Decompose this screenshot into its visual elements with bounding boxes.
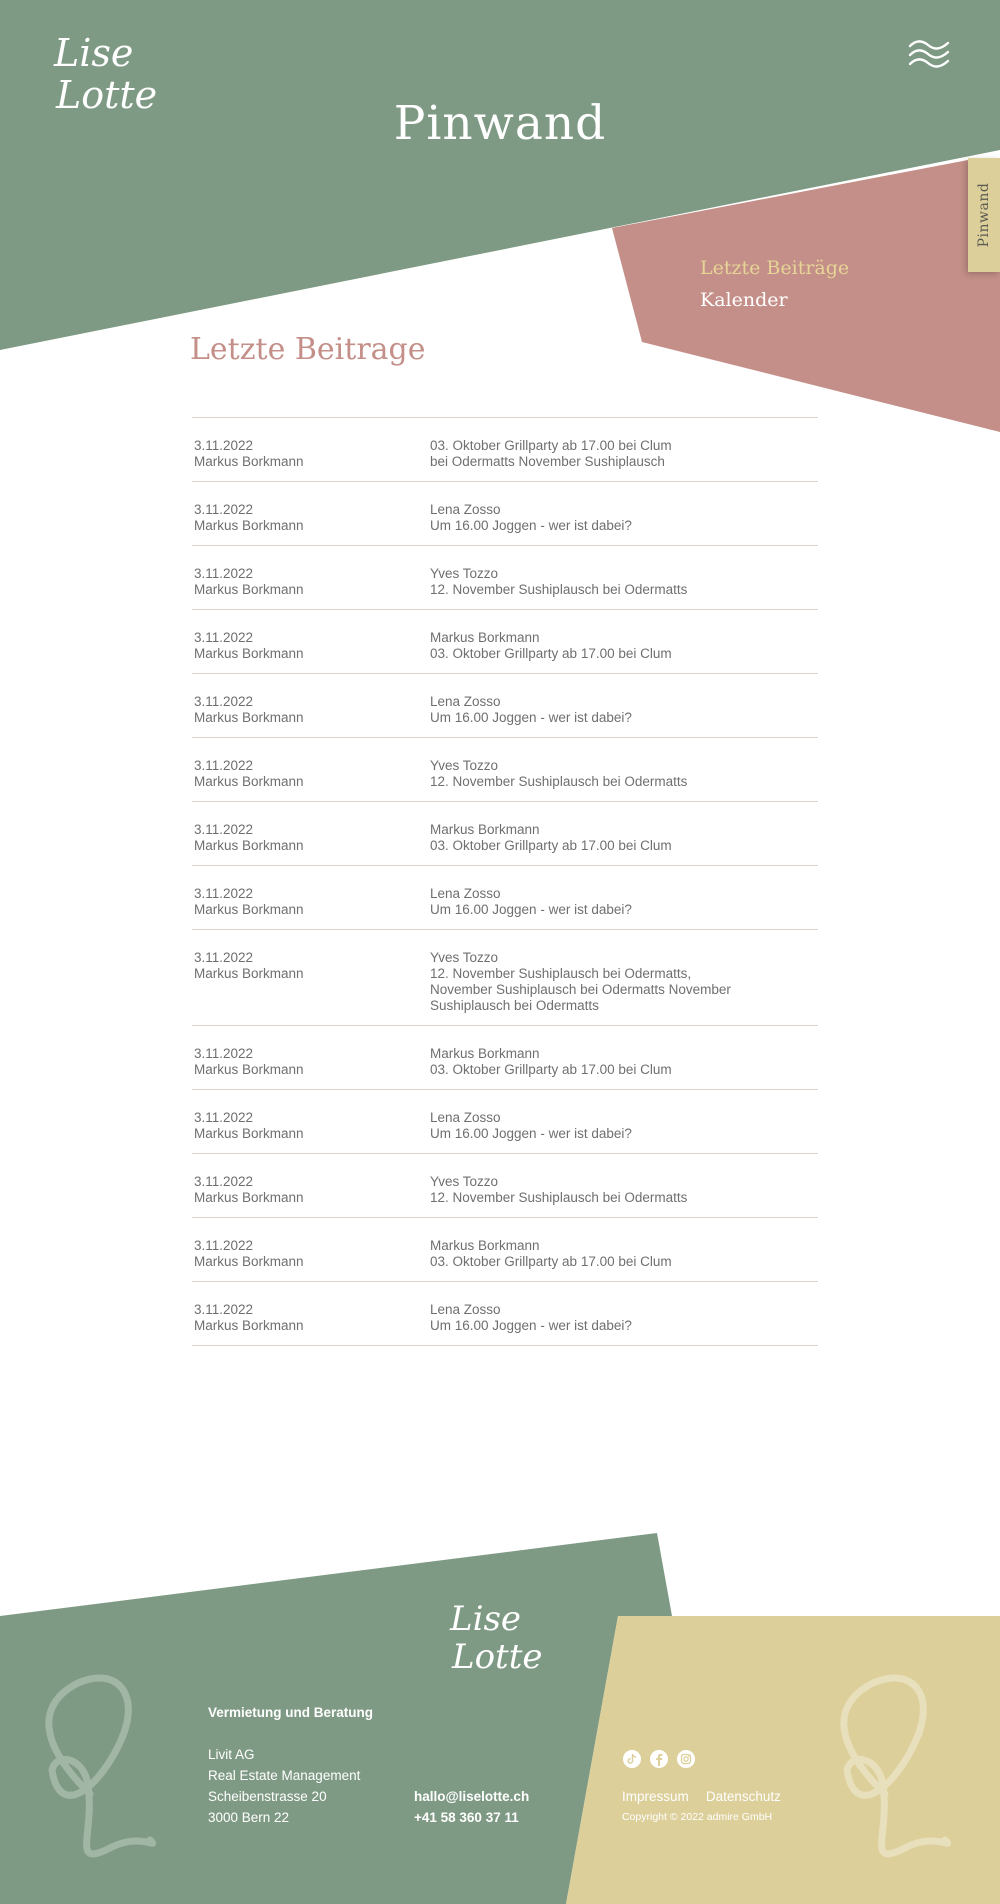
post-meta	[194, 1046, 430, 1078]
post-row[interactable]	[192, 738, 818, 802]
posts-list	[192, 417, 818, 1346]
post-date: 3.11.2022	[194, 1110, 254, 1125]
subnav-letzte-beitraege[interactable]: Letzte Beiträge	[700, 257, 850, 279]
post-text-line: Lena Zosso	[430, 694, 501, 709]
post-row[interactable]	[192, 482, 818, 546]
post-text-line: Lena Zosso	[430, 886, 501, 901]
post-content	[430, 630, 816, 662]
post-content	[430, 1046, 816, 1078]
post-meta	[194, 1238, 430, 1270]
post-row[interactable]	[192, 1090, 818, 1154]
post-content	[430, 438, 816, 470]
post-row[interactable]	[192, 1026, 818, 1090]
post-row[interactable]	[192, 546, 818, 610]
impressum-link[interactable]: Impressum	[622, 1789, 689, 1804]
post-content	[430, 822, 816, 854]
post-text-line: Sushiplausch bei Odermatts	[430, 998, 599, 1013]
logo-line1: Lise	[54, 31, 134, 75]
post-text-line: Yves Tozzo	[430, 758, 499, 773]
post-text-line: Markus Borkmann	[430, 630, 540, 645]
phone-link[interactable]: +41 58 360 37 11	[414, 1810, 519, 1825]
post-author: Markus Borkmann	[194, 1318, 304, 1333]
sub-navigation	[700, 252, 849, 316]
copyright-text: Copyright © 2022 admire GmbH	[622, 1811, 773, 1823]
post-author: Markus Borkmann	[194, 710, 304, 725]
post-date: 3.11.2022	[194, 822, 254, 837]
post-text-line: 03. Oktober Grillparty ab 17.00 bei Clum	[430, 1254, 672, 1269]
post-text-line: Lena Zosso	[430, 1110, 501, 1125]
post-text-line: bei Odermatts November Sushiplausch	[430, 454, 665, 469]
legal-links	[622, 1786, 793, 1805]
post-author: Markus Borkmann	[194, 966, 304, 981]
post-text-line: Um 16.00 Joggen - wer ist dabei?	[430, 1126, 632, 1141]
facebook-icon[interactable]	[650, 1750, 668, 1768]
tiktok-icon[interactable]	[623, 1750, 641, 1768]
post-meta	[194, 950, 430, 1014]
post-author: Markus Borkmann	[194, 518, 304, 533]
post-author: Markus Borkmann	[194, 774, 304, 789]
post-text-line: 03. Oktober Grillparty ab 17.00 bei Clum	[430, 838, 672, 853]
menu-button[interactable]	[904, 34, 954, 74]
instagram-glyph	[677, 1750, 695, 1768]
post-content	[430, 1302, 816, 1334]
post-date: 3.11.2022	[194, 694, 254, 709]
post-meta	[194, 1302, 430, 1334]
instagram-icon[interactable]	[677, 1750, 695, 1768]
post-text-line: Yves Tozzo	[430, 566, 499, 581]
address-line: Livit AG	[208, 1747, 255, 1762]
post-row[interactable]	[192, 866, 818, 930]
address-line: Scheibenstrasse 20	[208, 1789, 327, 1804]
post-content	[430, 694, 816, 726]
post-text-line: 12. November Sushiplausch bei Odermatts	[430, 1190, 688, 1205]
post-meta	[194, 502, 430, 534]
post-content	[430, 1238, 816, 1270]
social-links	[623, 1750, 695, 1768]
post-text-line: Yves Tozzo	[430, 1174, 499, 1189]
subnav-kalender[interactable]: Kalender	[700, 289, 788, 311]
post-text-line: 12. November Sushiplausch bei Odermatts	[430, 582, 688, 597]
post-row[interactable]	[192, 1154, 818, 1218]
post-author: Markus Borkmann	[194, 902, 304, 917]
post-text-line: Um 16.00 Joggen - wer ist dabei?	[430, 902, 632, 917]
tiktok-glyph	[623, 1750, 641, 1768]
post-date: 3.11.2022	[194, 1302, 254, 1317]
post-author: Markus Borkmann	[194, 1254, 304, 1269]
side-tab-label: Pinwand	[976, 182, 992, 248]
post-author: Markus Borkmann	[194, 1190, 304, 1205]
post-text-line: Markus Borkmann	[430, 1046, 540, 1061]
post-date: 3.11.2022	[194, 950, 254, 965]
post-author: Markus Borkmann	[194, 1062, 304, 1077]
post-text-line: Markus Borkmann	[430, 822, 540, 837]
post-text-line: November Sushiplausch bei Odermatts November	[430, 982, 731, 997]
post-date: 3.11.2022	[194, 1174, 254, 1189]
post-author: Markus Borkmann	[194, 838, 304, 853]
post-author: Markus Borkmann	[194, 582, 304, 597]
post-date: 3.11.2022	[194, 1046, 254, 1061]
post-text-line: 03. Oktober Grillparty ab 17.00 bei Clum	[430, 646, 672, 661]
post-date: 3.11.2022	[194, 502, 254, 517]
post-content	[430, 950, 816, 1014]
post-author: Markus Borkmann	[194, 646, 304, 661]
post-row[interactable]	[192, 674, 818, 738]
post-content	[430, 758, 816, 790]
post-content	[430, 502, 816, 534]
footer-heading: Vermietung und Beratung	[208, 1705, 374, 1720]
email-link[interactable]: hallo@liselotte.ch	[414, 1789, 530, 1804]
post-text-line: Markus Borkmann	[430, 1238, 540, 1253]
footer-logo-line2: Lotte	[452, 1637, 543, 1674]
post-meta	[194, 566, 430, 598]
post-text-line: 03. Oktober Grillparty ab 17.00 bei Clum	[430, 438, 672, 453]
logo-line2: Lotte	[56, 73, 158, 116]
post-text-line: Um 16.00 Joggen - wer ist dabei?	[430, 710, 632, 725]
post-row[interactable]	[192, 418, 818, 482]
post-date: 3.11.2022	[194, 886, 254, 901]
post-content	[430, 1110, 816, 1142]
post-row[interactable]	[192, 802, 818, 866]
post-text-line: 12. November Sushiplausch bei Odermatts,	[430, 966, 692, 981]
footer-logo[interactable]	[446, 1594, 550, 1674]
address-line: Real Estate Management	[208, 1768, 361, 1783]
post-author: Markus Borkmann	[194, 1126, 304, 1141]
post-meta	[194, 822, 430, 854]
side-tab-pinwand[interactable]	[968, 158, 1000, 272]
post-meta	[194, 1174, 430, 1206]
post-row[interactable]	[192, 610, 818, 674]
footer-contact	[414, 1786, 529, 1828]
post-row[interactable]	[192, 1282, 818, 1346]
waves-menu-icon	[904, 34, 954, 74]
footer-logo-line1: Lise	[450, 1599, 522, 1639]
datenschutz-link[interactable]: Datenschutz	[705, 1789, 781, 1804]
post-date: 3.11.2022	[194, 758, 254, 773]
post-text-line: Lena Zosso	[430, 502, 501, 517]
post-date: 3.11.2022	[194, 1238, 254, 1253]
post-text-line: Um 16.00 Joggen - wer ist dabei?	[430, 1318, 632, 1333]
post-date: 3.11.2022	[194, 630, 254, 645]
post-text-line: Yves Tozzo	[430, 950, 499, 965]
post-meta	[194, 886, 430, 918]
post-text-line: Um 16.00 Joggen - wer ist dabei?	[430, 518, 632, 533]
post-meta	[194, 438, 430, 470]
post-content	[430, 566, 816, 598]
post-date: 3.11.2022	[194, 438, 254, 453]
post-author: Markus Borkmann	[194, 454, 304, 469]
section-title: Letzte Beitrage	[190, 332, 426, 367]
post-meta	[194, 630, 430, 662]
facebook-glyph	[650, 1750, 668, 1768]
post-meta	[194, 758, 430, 790]
address-line: 3000 Bern 22	[208, 1810, 290, 1825]
post-text-line: Lena Zosso	[430, 1302, 501, 1317]
post-content	[430, 886, 816, 918]
post-meta	[194, 694, 430, 726]
post-text-line: 03. Oktober Grillparty ab 17.00 bei Clum	[430, 1062, 672, 1077]
page-title: Pinwand	[393, 96, 607, 151]
post-content	[430, 1174, 816, 1206]
post-row[interactable]	[192, 1218, 818, 1282]
footer-address	[208, 1744, 360, 1828]
post-meta	[194, 1110, 430, 1142]
post-row[interactable]	[192, 930, 818, 1026]
post-date: 3.11.2022	[194, 566, 254, 581]
post-text-line: 12. November Sushiplausch bei Odermatts	[430, 774, 688, 789]
